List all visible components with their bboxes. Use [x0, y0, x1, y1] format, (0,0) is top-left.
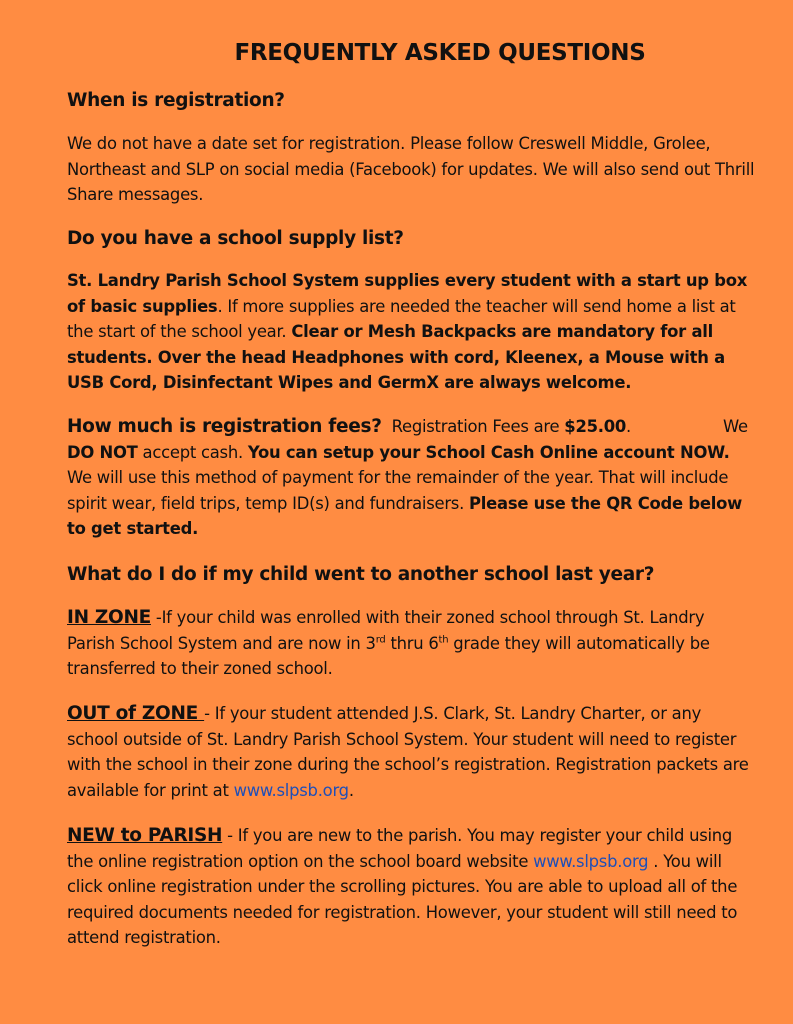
faq-answer: [67, 414, 757, 542]
sup-rd: rd: [375, 634, 386, 646]
out-zone-text: [67, 701, 757, 803]
faq-question: What do I do if my child went to another school last year?: [67, 564, 655, 585]
in-zone-section: [67, 605, 757, 682]
in-zone-label: IN ZONE: [67, 607, 151, 628]
new-parish-text: [67, 823, 757, 951]
faq-answer: [67, 268, 757, 396]
slpsb-link[interactable]: www.slpsb.org: [533, 851, 649, 871]
page-title: FREQUENTLY ASKED QUESTIONS: [234, 40, 646, 66]
accept-cash-text: accept cash.: [137, 442, 248, 462]
fee-period: .: [626, 417, 632, 436]
fee-text: Registration Fees are: [391, 417, 565, 436]
in-zone-text-2: thru 6: [385, 633, 439, 653]
faq-question: Do you have a school supply list?: [67, 228, 404, 249]
qr-code-bold: Please use the QR Code below to get started.: [67, 493, 742, 538]
faq-registration-date-answer: [67, 131, 757, 208]
out-zone-text-1: - If your student attended J.S. Clark, St. Landry Charter, or any school outside of St. Landry Parish School System. Your student will need to register with the school in their zone during the school’s registration. Registration packets are available for print at: [67, 704, 749, 800]
in-zone-text: [67, 605, 757, 682]
faq-supply-list: [67, 226, 757, 252]
faq-answer: We do not have a date set for registration. Please follow Creswell Middle, Grolee, Northeast and SLP on social media (Facebook) for updates. We will also send out Thrill Share messages.: [67, 134, 755, 204]
out-zone-label: OUT of ZONE: [67, 703, 205, 724]
faq-another-school: [67, 562, 757, 588]
faq-registration-date: [67, 88, 757, 114]
out-zone-section: [67, 701, 757, 803]
new-parish-label: NEW to PARISH: [67, 825, 223, 846]
faq-supply-list-answer: [67, 268, 757, 396]
faq-question: How much is registration fees?: [67, 416, 382, 437]
fee-we: We: [723, 417, 748, 436]
fee-amount: $25.00: [564, 417, 627, 436]
out-zone-period: .: [348, 780, 354, 800]
sup-th: th: [438, 634, 449, 646]
faq-question: When is registration?: [67, 90, 285, 111]
supply-bold-text: St. Landry Parish School System supplies every student with a start up box of basic supplies: [67, 271, 748, 316]
in-zone-text-3: grade they will automatically be transferred to their zoned school.: [67, 633, 710, 678]
payment-method-text: We will use this method of payment for the remainder of the year. That will include spirit wear, field trips, temp ID(s) and fundraisers.: [67, 468, 729, 513]
new-parish-text-2: . You will click online registration under the scrolling pictures. You are able to upload all of the required documents needed for registration. However, your student will still need to attend registration.: [67, 851, 738, 947]
supply-text: . If more supplies are needed the teacher will send home a list at the start of the school year.: [67, 296, 736, 341]
new-parish-text-1: - If you are new to the parish. You may register your child using the online registration option on the school board website: [67, 826, 733, 871]
faq-registration-fees: [67, 414, 757, 542]
no-cash-bold: DO NOT: [67, 442, 138, 462]
in-zone-text-1: -If your child was enrolled with their zoned school through St. Landry Parish School System and are now in 3: [67, 608, 705, 653]
school-cash-bold: You can setup your School Cash Online account NOW.: [247, 442, 730, 462]
slpsb-link[interactable]: www.slpsb.org: [233, 780, 349, 800]
new-parish-section: [67, 823, 757, 951]
backpack-requirements: Clear or Mesh Backpacks are mandatory for all students. Over the head Headphones with cord, Kleenex, a Mouse with a USB Cord, Disinfectant Wipes and GermX are always welcome.: [67, 322, 725, 392]
